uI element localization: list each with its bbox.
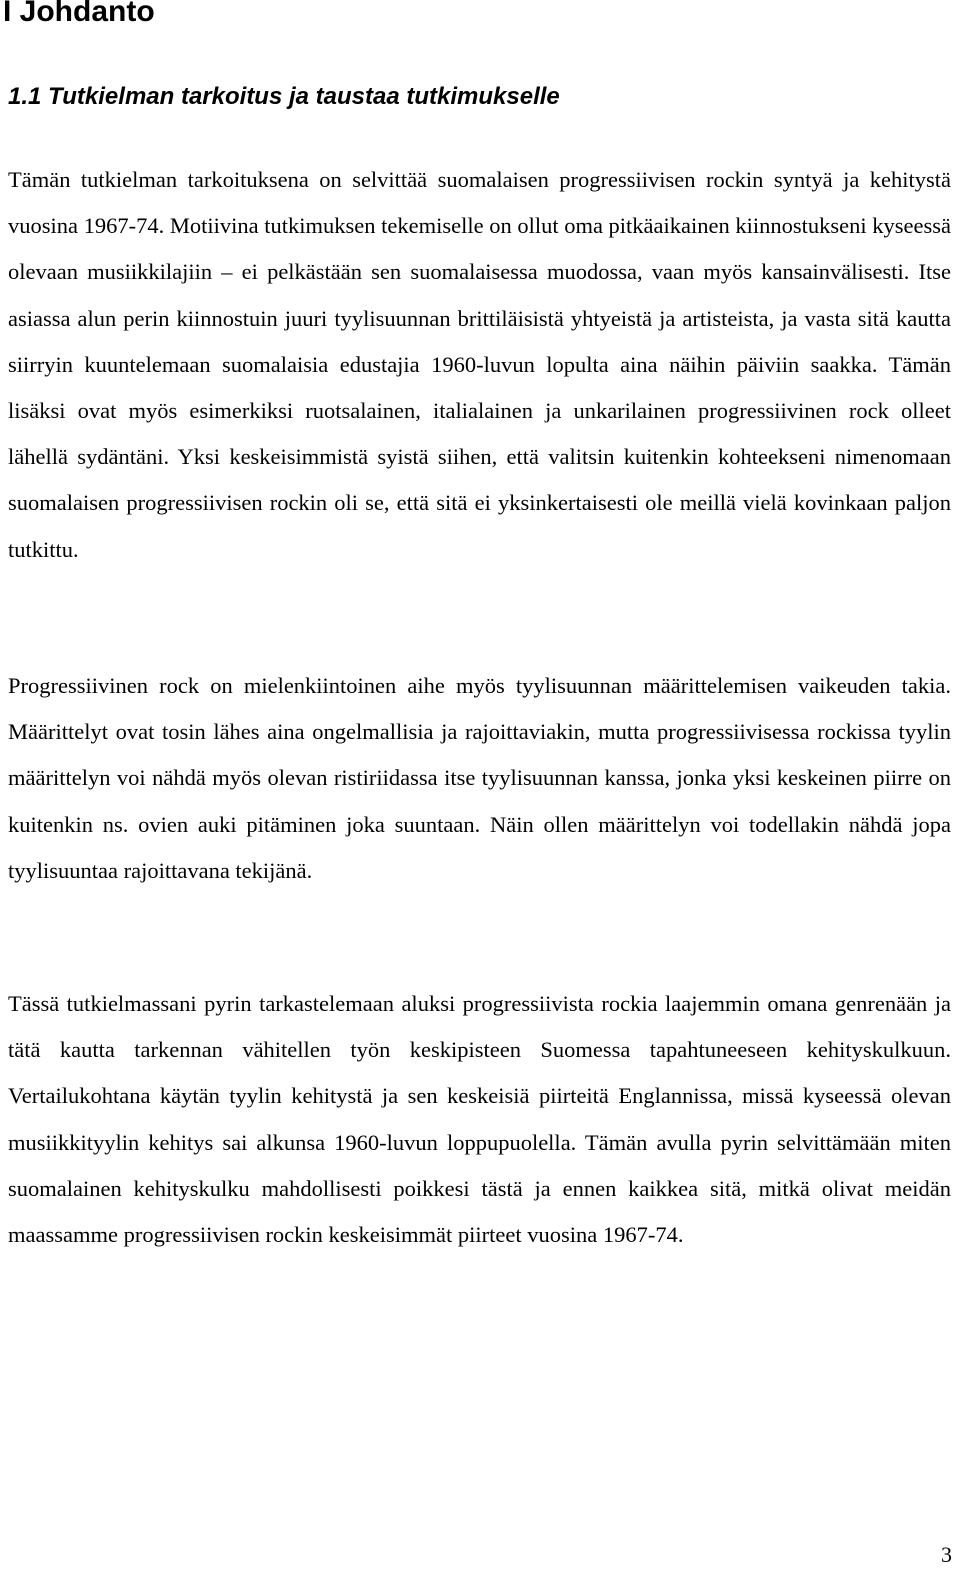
page-number: 3 [941, 1542, 952, 1567]
body-paragraph-2: Progressiivinen rock on mielenkiintoinen aihe myös tyylisuunnan määrittelemisen vaikeuden takia. Määrittelyt ovat tosin lähes aina ongelmallisia ja rajoittaviakin, mutta progressiivisessa rockissa tyylin määrittelyn voi nähdä myös olevan ristiriidassa itse tyylisuunnan kanssa, jonka yksi keskeinen piirre on kuitenkin ns. ovien auki pitäminen joka suuntaan. Näin ollen määrittelyn voi todellakin nähdä jopa tyylisuuntaa rajoittavana tekijänä. [8, 673, 951, 883]
body-paragraph-1: Tämän tutkielman tarkoituksena on selvittää suomalaisen progressiivisen rockin syntyä ja kehitystä vuosina 1967-74. Motiivina tutkimuksen tekemiselle on ollut oma pitkäaikainen kiinnostukseni kyseessä olevaan musiikkilajiin – ei pelkästään sen suomalaisessa muodossa, vaan myös kansainvälisesti. Itse asiassa alun perin kiinnostuin juuri tyylisuunnan brittiläisistä yhtyeistä ja artisteista, ja vasta sitä kautta siirryin kuuntelemaan suomalaisia edustajia 1960-luvun lopulta aina näihin päiviin saakka. Tämän lisäksi ovat myös esimerkiksi ruotsalainen, italialainen ja unkarilainen progressiivinen rock olleet lähellä sydäntäni. Yksi keskeisimmistä syistä siihen, että valitsin kuitenkin kohteekseni nimenomaan suomalaisen progressiivisen rockin oli se, että sitä ei yksinkertaisesti ole meillä vielä kovinkaan paljon tutkittu. [8, 167, 951, 562]
body-paragraph-3: Tässä tutkielmassani pyrin tarkastelemaan aluksi progressiivista rockia laajemmin omana genrenään ja tätä kautta tarkennan vähitellen työn keskipisteen Suomessa tapahtuneeseen kehityskulkuun. Vertailukohtana käytän tyylin kehitystä ja sen keskeisiä piirteitä Englannissa, missä kyseessä olevan musiikkityylin kehitys sai alkunsa 1960-luvun loppupuolella. Tämän avulla pyrin selvittämään miten suomalainen kehityskulku mahdollisesti poikkesi tästä ja ennen kaikkea sitä, mitkä olivat meidän maassamme progressiivisen rockin keskeisimmät piirteet vuosina 1967-74. [8, 991, 951, 1248]
section-title: 1.1 Tutkielman tarkoitus ja taustaa tutkimukselle [8, 83, 560, 110]
chapter-title: I Johdanto [3, 0, 155, 28]
